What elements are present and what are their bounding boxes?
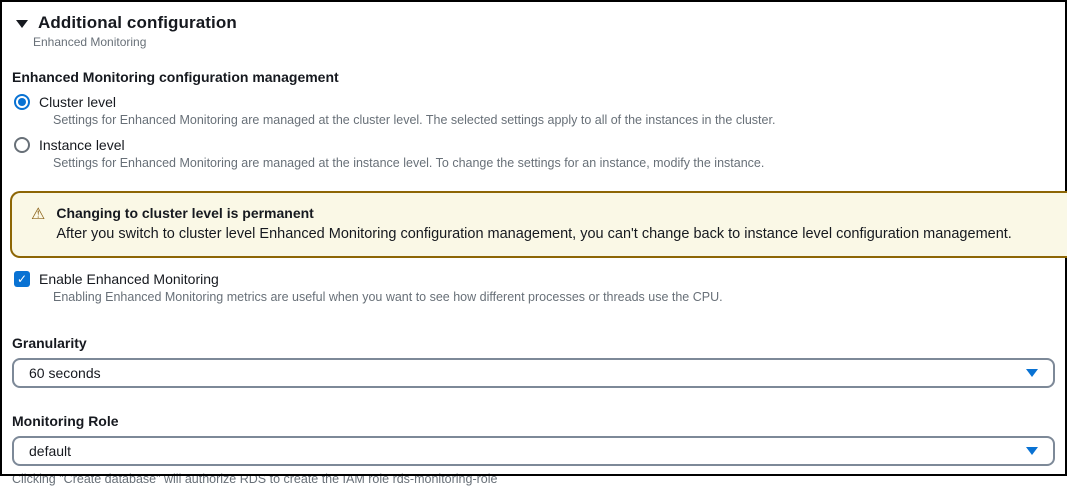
granularity-selected-value: 60 seconds	[29, 365, 101, 381]
granularity-label: Granularity	[12, 335, 87, 351]
section-subtitle: Enhanced Monitoring	[33, 35, 147, 49]
granularity-select[interactable]	[12, 358, 1055, 388]
chevron-down-icon[interactable]	[1026, 447, 1038, 455]
warning-alert	[10, 191, 1067, 258]
radio-instance-level[interactable]	[14, 137, 1067, 153]
warning-triangle-icon: ⚠	[31, 206, 46, 223]
radio-instance-level-description: Settings for Enhanced Monitoring are managed at the instance level. To change the settings for an instance, modify the instance.	[53, 156, 765, 170]
collapse-triangle-icon[interactable]	[16, 20, 28, 28]
enable-enhanced-monitoring-description: Enabling Enhanced Monitoring metrics are useful when you want to see how different processes or threads use the CPU.	[53, 290, 723, 304]
warning-alert-title: Changing to cluster level is permanent	[56, 205, 314, 221]
monitoring-role-select[interactable]	[12, 436, 1055, 466]
monitoring-role-label: Monitoring Role	[12, 413, 119, 429]
radio-unselected-icon[interactable]	[14, 137, 30, 153]
section-title: Additional configuration	[38, 13, 237, 32]
config-management-group-label: Enhanced Monitoring configuration management	[12, 69, 339, 85]
section-header-additional-configuration[interactable]	[0, 0, 1067, 33]
radio-selected-icon[interactable]	[14, 94, 30, 110]
chevron-down-icon[interactable]	[1026, 369, 1038, 377]
enable-enhanced-monitoring-field	[14, 271, 1067, 304]
enable-enhanced-monitoring-checkbox[interactable]	[14, 271, 1067, 287]
radio-cluster-level-label[interactable]: Cluster level	[39, 94, 117, 110]
monitoring-role-selected-value: default	[29, 443, 72, 459]
warning-alert-body: After you switch to cluster level Enhanced Monitoring configuration management, you can't change back to instance level configuration management.	[56, 226, 1012, 242]
radio-cluster-level-description: Settings for Enhanced Monitoring are managed at the cluster level. The selected settings apply to all of the instances in the cluster.	[53, 113, 776, 127]
monitoring-role-helper-text: Clicking "Create database" will authorize RDS to create the IAM role rds-monitoring-role	[12, 472, 498, 486]
radio-option-cluster-level	[14, 94, 1067, 127]
radio-option-instance-level	[14, 137, 1067, 170]
radio-cluster-level[interactable]	[14, 94, 1067, 110]
radio-instance-level-label[interactable]: Instance level	[39, 137, 125, 153]
warning-alert-content	[56, 205, 1012, 242]
checkbox-checked-icon[interactable]: ✓	[14, 271, 30, 287]
enable-enhanced-monitoring-label[interactable]: Enable Enhanced Monitoring	[39, 271, 219, 287]
